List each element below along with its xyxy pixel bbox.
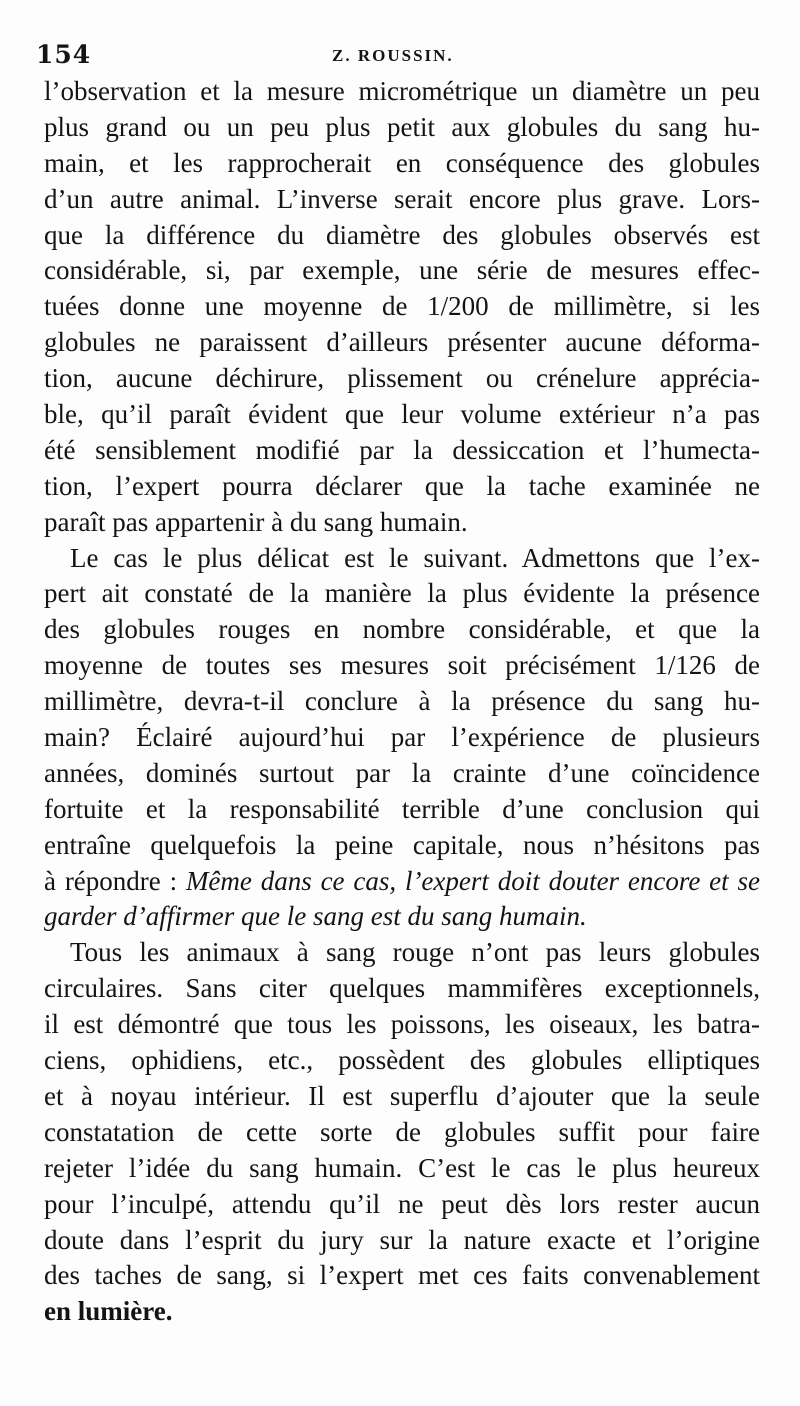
text-line: d’un autre animal. L’inverse serait encore plus grave. Lors- [44, 183, 760, 214]
text-line: entraîne quelquefois la peine capitale, nous n’hésitons pas [44, 829, 760, 860]
text-line: considérable, si, par exemple, une série de mesures effec- [44, 255, 760, 286]
text-line: doute dans l’esprit du jury sur la nature exacte et l’origine [44, 1224, 760, 1255]
text-line: ble, qu’il paraît évident que leur volume extérieur n’a pas [44, 399, 760, 430]
roman-segment: à répondre : [44, 865, 186, 896]
text-line: tion, aucune déchirure, plissement ou crénelure apprécia- [44, 363, 760, 394]
text-line: ciens, ophidiens, etc., possèdent des globules elliptiques [44, 1045, 760, 1076]
running-title: Z. ROUSSIN. [332, 46, 454, 65]
text-line: tuées donne une moyenne de 1/200 de millimètre, si les [44, 291, 760, 322]
paragraph-start-line: Tous les animaux à sang rouge n’ont pas leurs globules [70, 937, 760, 968]
text-line: que la différence du diamètre des globules observés est [44, 219, 760, 250]
text-line: main? Éclairé aujourd’hui par l’expérience de plusieurs [44, 722, 760, 753]
text-line: circulaires. Sans citer quelques mammifères exceptionnels, [44, 973, 760, 1004]
text-line: main, et les rapprocherait en conséquence des globules [44, 147, 760, 178]
text-line: pert ait constaté de la manière la plus évidente la présence [44, 578, 760, 609]
text-line: des globules rouges en nombre considérable, et que la [44, 614, 760, 645]
running-head [36, 40, 776, 74]
page-number: 154 [36, 40, 92, 69]
text-line: constatation de cette sorte de globules suffit pour faire [44, 1116, 760, 1147]
italic-line: garder d’affirmer que le sang est du sang humain. [44, 901, 587, 932]
text-line: en lumière. [44, 1296, 173, 1327]
text-line: millimètre, devra-t-il conclure à la présence du sang hu- [44, 686, 760, 717]
text-line: plus grand ou un peu plus petit aux globules du sang hu- [44, 111, 760, 142]
paragraph-start-line: Le cas le plus délicat est le suivant. Admettons que l’ex- [70, 542, 760, 573]
text-line: fortuite et la responsabilité terrible d’une conclusion qui [44, 793, 760, 824]
body-text [44, 74, 760, 1330]
text-line: moyenne de toutes ses mesures soit précisément 1/126 de [44, 650, 760, 681]
text-line: années, dominés surtout par la crainte d’une coïncidence [44, 757, 760, 788]
text-line: paraît pas appartenir à du sang humain. [44, 506, 468, 537]
text-line: l’observation et la mesure micrométrique un diamètre un peu [44, 76, 760, 106]
text-line: des taches de sang, si l’expert met ces faits convenablement [44, 1260, 760, 1291]
text-line: il est démontré que tous les poissons, les oiseaux, les batra- [44, 1009, 760, 1040]
text-line: rejeter l’idée du sang humain. C’est le cas le plus heureux [44, 1152, 760, 1183]
text-line: été sensiblement modifié par la dessiccation et l’humecta- [44, 434, 760, 465]
text-line: globules ne paraissent d’ailleurs présenter aucune déforma- [44, 327, 760, 358]
mixed-style-line [44, 864, 760, 900]
text-line: et à noyau intérieur. Il est superflu d’ajouter que la seule [44, 1080, 760, 1111]
text-line: tion, l’expert pourra déclarer que la tache examinée ne [44, 470, 760, 501]
italic-segment: Même dans ce cas, l’expert doit douter encore et se [185, 865, 760, 896]
text-line: pour l’inculpé, attendu qu’il ne peut dès lors rester aucun [44, 1188, 760, 1219]
